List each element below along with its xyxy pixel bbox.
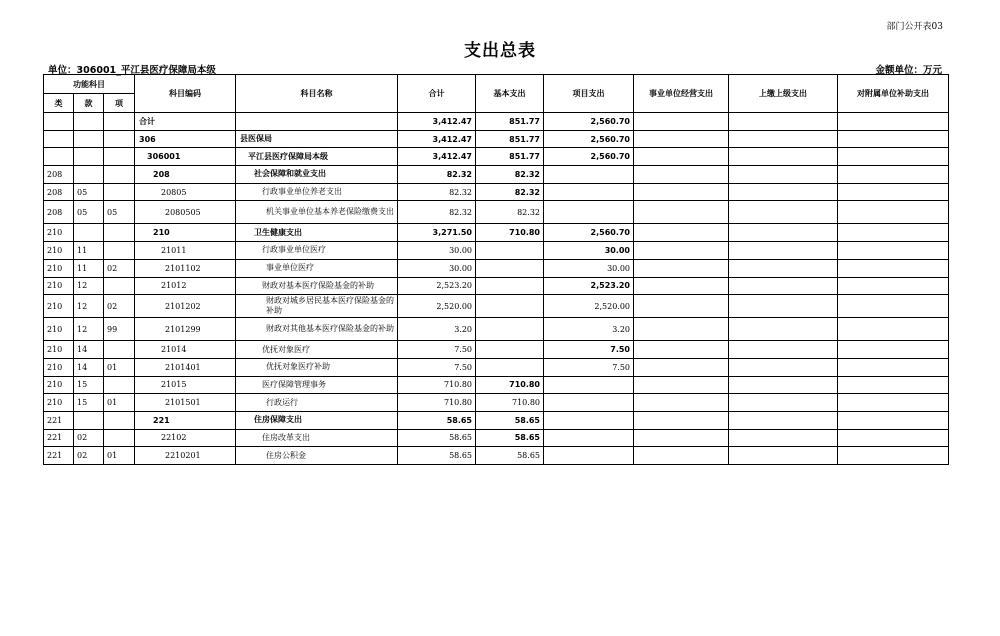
- table-row: [44, 130, 949, 148]
- header-name: 科目名称: [236, 75, 398, 113]
- cell-code: 20805: [135, 183, 236, 201]
- cell-upper: [729, 183, 838, 201]
- cell-project: [544, 429, 634, 447]
- table-row: [44, 148, 949, 166]
- cell-total: 30.00: [398, 242, 476, 260]
- table-row: [44, 166, 949, 184]
- cell-name: 优抚对象医疗补助: [236, 358, 398, 376]
- cell-kuan: 15: [74, 376, 104, 394]
- cell-kuan: 12: [74, 318, 104, 341]
- cell-lei: 221: [44, 447, 74, 465]
- cell-subsidy: [838, 277, 949, 295]
- cell-lei: [44, 113, 74, 131]
- cell-upper: [729, 259, 838, 277]
- cell-business: [634, 318, 729, 341]
- cell-upper: [729, 358, 838, 376]
- cell-business: [634, 130, 729, 148]
- cell-name: 住房保障支出: [236, 411, 398, 429]
- cell-upper: [729, 148, 838, 166]
- cell-upper: [729, 295, 838, 318]
- header-lei: 类: [44, 94, 74, 113]
- cell-total: 3,412.47: [398, 130, 476, 148]
- cell-xiang: [104, 130, 135, 148]
- table-row: [44, 411, 949, 429]
- cell-code: 21014: [135, 341, 236, 359]
- cell-code: 2080505: [135, 201, 236, 224]
- cell-subsidy: [838, 341, 949, 359]
- cell-business: [634, 242, 729, 260]
- cell-code: 21012: [135, 277, 236, 295]
- cell-upper: [729, 277, 838, 295]
- cell-kuan: 12: [74, 277, 104, 295]
- cell-code: 2210201: [135, 447, 236, 465]
- cell-upper: [729, 113, 838, 131]
- cell-kuan: 02: [74, 447, 104, 465]
- cell-xiang: 99: [104, 318, 135, 341]
- table-row: [44, 341, 949, 359]
- cell-basic: [476, 277, 544, 295]
- cell-code: 306: [135, 130, 236, 148]
- cell-kuan: 14: [74, 341, 104, 359]
- cell-kuan: 12: [74, 295, 104, 318]
- cell-subsidy: [838, 201, 949, 224]
- table-row: [44, 277, 949, 295]
- cell-total: 2,520.00: [398, 295, 476, 318]
- cell-xiang: [104, 341, 135, 359]
- cell-name: 卫生健康支出: [236, 224, 398, 242]
- table-row: [44, 113, 949, 131]
- cell-code: 208: [135, 166, 236, 184]
- cell-kuan: 05: [74, 201, 104, 224]
- cell-project: 2,560.70: [544, 113, 634, 131]
- header-project: 项目支出: [544, 75, 634, 113]
- cell-total: 82.32: [398, 201, 476, 224]
- cell-project: [544, 411, 634, 429]
- cell-xiang: 01: [104, 394, 135, 412]
- cell-subsidy: [838, 224, 949, 242]
- cell-xiang: [104, 166, 135, 184]
- table-row: [44, 201, 949, 224]
- cell-business: [634, 166, 729, 184]
- cell-subsidy: [838, 358, 949, 376]
- cell-xiang: 01: [104, 447, 135, 465]
- cell-basic: 851.77: [476, 148, 544, 166]
- cell-subsidy: [838, 376, 949, 394]
- cell-kuan: [74, 166, 104, 184]
- cell-total: 3.20: [398, 318, 476, 341]
- cell-subsidy: [838, 113, 949, 131]
- cell-lei: 210: [44, 242, 74, 260]
- cell-upper: [729, 242, 838, 260]
- cell-basic: 58.65: [476, 411, 544, 429]
- cell-kuan: [74, 411, 104, 429]
- cell-xiang: [104, 242, 135, 260]
- cell-lei: 221: [44, 429, 74, 447]
- cell-business: [634, 148, 729, 166]
- cell-xiang: [104, 376, 135, 394]
- cell-project: [544, 394, 634, 412]
- cell-project: [544, 166, 634, 184]
- cell-lei: 210: [44, 295, 74, 318]
- cell-lei: 210: [44, 394, 74, 412]
- cell-code: 2101102: [135, 259, 236, 277]
- cell-total: 2,523.20: [398, 277, 476, 295]
- cell-project: 2,560.70: [544, 224, 634, 242]
- cell-project: 30.00: [544, 259, 634, 277]
- amount-unit-label: 金额单位：万元: [875, 65, 942, 76]
- cell-kuan: [74, 148, 104, 166]
- cell-subsidy: [838, 166, 949, 184]
- cell-business: [634, 295, 729, 318]
- cell-xiang: 01: [104, 358, 135, 376]
- cell-project: [544, 447, 634, 465]
- cell-name: 平江县医疗保障局本级: [236, 148, 398, 166]
- header-business: 事业单位经营支出: [634, 75, 729, 113]
- cell-lei: 210: [44, 376, 74, 394]
- header-code: 科目编码: [135, 75, 236, 113]
- cell-business: [634, 394, 729, 412]
- cell-total: 710.80: [398, 394, 476, 412]
- cell-project: 2,560.70: [544, 148, 634, 166]
- cell-name: 财政对基本医疗保险基金的补助: [236, 277, 398, 295]
- cell-upper: [729, 394, 838, 412]
- cell-upper: [729, 411, 838, 429]
- cell-basic: [476, 295, 544, 318]
- cell-name: 行政事业单位医疗: [236, 242, 398, 260]
- cell-name: 住房公积金: [236, 447, 398, 465]
- cell-lei: 210: [44, 341, 74, 359]
- cell-kuan: 11: [74, 242, 104, 260]
- header-basic: 基本支出: [476, 75, 544, 113]
- form-number: 部门公开表03: [886, 22, 943, 32]
- cell-lei: 210: [44, 224, 74, 242]
- cell-upper: [729, 224, 838, 242]
- cell-business: [634, 183, 729, 201]
- cell-business: [634, 259, 729, 277]
- cell-basic: 58.65: [476, 429, 544, 447]
- cell-basic: 82.32: [476, 201, 544, 224]
- cell-name: 机关事业单位基本养老保险缴费支出: [236, 201, 398, 224]
- cell-name: 优抚对象医疗: [236, 341, 398, 359]
- cell-lei: 208: [44, 201, 74, 224]
- cell-upper: [729, 447, 838, 465]
- table-row: [44, 394, 949, 412]
- cell-basic: 851.77: [476, 113, 544, 131]
- cell-subsidy: [838, 429, 949, 447]
- cell-kuan: 14: [74, 358, 104, 376]
- cell-code: 210: [135, 224, 236, 242]
- cell-code: 22102: [135, 429, 236, 447]
- cell-code: 2101202: [135, 295, 236, 318]
- cell-kuan: [74, 130, 104, 148]
- cell-code: 21011: [135, 242, 236, 260]
- cell-name: 县医保局: [236, 130, 398, 148]
- cell-total: 3,271.50: [398, 224, 476, 242]
- table-row: [44, 429, 949, 447]
- table-row: [44, 259, 949, 277]
- cell-total: 3,412.47: [398, 148, 476, 166]
- cell-business: [634, 376, 729, 394]
- cell-lei: 210: [44, 318, 74, 341]
- expenditure-table: [43, 74, 949, 465]
- cell-xiang: 02: [104, 295, 135, 318]
- cell-project: 7.50: [544, 358, 634, 376]
- cell-code: 306001: [135, 148, 236, 166]
- page-title: 支出总表: [464, 41, 536, 61]
- cell-xiang: 02: [104, 259, 135, 277]
- header-subsidy: 对附属单位补助支出: [838, 75, 949, 113]
- cell-kuan: 02: [74, 429, 104, 447]
- cell-basic: 710.80: [476, 224, 544, 242]
- cell-business: [634, 411, 729, 429]
- cell-name: 财政对其他基本医疗保险基金的补助: [236, 318, 398, 341]
- table-row: [44, 242, 949, 260]
- cell-subsidy: [838, 394, 949, 412]
- cell-upper: [729, 341, 838, 359]
- cell-subsidy: [838, 318, 949, 341]
- cell-upper: [729, 376, 838, 394]
- cell-upper: [729, 201, 838, 224]
- table-body: [44, 113, 949, 465]
- cell-xiang: [104, 277, 135, 295]
- unit-label: 单位：306001_平江县医疗保障局本级: [48, 65, 216, 76]
- cell-code: 2101401: [135, 358, 236, 376]
- cell-project: 2,560.70: [544, 130, 634, 148]
- cell-name: 行政运行: [236, 394, 398, 412]
- table-row: [44, 295, 949, 318]
- cell-subsidy: [838, 295, 949, 318]
- cell-business: [634, 341, 729, 359]
- cell-upper: [729, 130, 838, 148]
- cell-total: 7.50: [398, 358, 476, 376]
- cell-business: [634, 224, 729, 242]
- cell-project: [544, 201, 634, 224]
- table-row: [44, 447, 949, 465]
- table-row: [44, 318, 949, 341]
- cell-lei: [44, 148, 74, 166]
- cell-kuan: 15: [74, 394, 104, 412]
- cell-project: [544, 183, 634, 201]
- cell-lei: [44, 130, 74, 148]
- cell-kuan: [74, 113, 104, 131]
- cell-lei: 208: [44, 166, 74, 184]
- cell-business: [634, 429, 729, 447]
- cell-project: 3.20: [544, 318, 634, 341]
- table-row: [44, 358, 949, 376]
- cell-code: 2101501: [135, 394, 236, 412]
- cell-lei: 221: [44, 411, 74, 429]
- cell-kuan: 11: [74, 259, 104, 277]
- cell-total: 3,412.47: [398, 113, 476, 131]
- cell-name: 财政对城乡居民基本医疗保险基金的补助: [236, 295, 398, 318]
- cell-total: 82.32: [398, 166, 476, 184]
- table-row: [44, 183, 949, 201]
- cell-business: [634, 201, 729, 224]
- cell-total: 82.32: [398, 183, 476, 201]
- cell-subsidy: [838, 130, 949, 148]
- cell-project: 7.50: [544, 341, 634, 359]
- cell-xiang: 05: [104, 201, 135, 224]
- cell-upper: [729, 318, 838, 341]
- cell-basic: [476, 358, 544, 376]
- cell-subsidy: [838, 148, 949, 166]
- cell-basic: 58.65: [476, 447, 544, 465]
- cell-basic: [476, 259, 544, 277]
- cell-total: 710.80: [398, 376, 476, 394]
- cell-project: 30.00: [544, 242, 634, 260]
- cell-name: 社会保障和就业支出: [236, 166, 398, 184]
- cell-project: 2,520.00: [544, 295, 634, 318]
- table-row: [44, 224, 949, 242]
- cell-name: 事业单位医疗: [236, 259, 398, 277]
- cell-name: 医疗保障管理事务: [236, 376, 398, 394]
- cell-business: [634, 277, 729, 295]
- cell-xiang: [104, 224, 135, 242]
- cell-subsidy: [838, 411, 949, 429]
- cell-lei: 208: [44, 183, 74, 201]
- cell-xiang: [104, 429, 135, 447]
- header-upper: 上缴上级支出: [729, 75, 838, 113]
- cell-kuan: [74, 224, 104, 242]
- cell-project: 2,523.20: [544, 277, 634, 295]
- cell-total: 58.65: [398, 429, 476, 447]
- cell-lei: 210: [44, 259, 74, 277]
- cell-xiang: [104, 411, 135, 429]
- cell-subsidy: [838, 242, 949, 260]
- cell-project: [544, 376, 634, 394]
- cell-subsidy: [838, 447, 949, 465]
- cell-name: 住房改革支出: [236, 429, 398, 447]
- cell-subsidy: [838, 183, 949, 201]
- cell-lei: 210: [44, 358, 74, 376]
- cell-upper: [729, 166, 838, 184]
- header-xiang: 项: [104, 94, 135, 113]
- cell-basic: [476, 341, 544, 359]
- header-total: 合计: [398, 75, 476, 113]
- cell-basic: 851.77: [476, 130, 544, 148]
- cell-basic: 82.32: [476, 166, 544, 184]
- cell-upper: [729, 429, 838, 447]
- cell-basic: 710.80: [476, 376, 544, 394]
- cell-lei: 210: [44, 277, 74, 295]
- cell-basic: [476, 242, 544, 260]
- header-kuan: 款: [74, 94, 104, 113]
- header-func-group: 功能科目: [44, 75, 135, 94]
- cell-kuan: 05: [74, 183, 104, 201]
- cell-code: 合计: [135, 113, 236, 131]
- cell-xiang: [104, 183, 135, 201]
- cell-name: [236, 113, 398, 131]
- cell-xiang: [104, 113, 135, 131]
- cell-basic: 710.80: [476, 394, 544, 412]
- cell-total: 30.00: [398, 259, 476, 277]
- table-row: [44, 376, 949, 394]
- cell-total: 7.50: [398, 341, 476, 359]
- cell-business: [634, 113, 729, 131]
- cell-code: 2101299: [135, 318, 236, 341]
- cell-business: [634, 358, 729, 376]
- cell-business: [634, 447, 729, 465]
- cell-basic: [476, 318, 544, 341]
- cell-name: 行政事业单位养老支出: [236, 183, 398, 201]
- cell-total: 58.65: [398, 447, 476, 465]
- cell-xiang: [104, 148, 135, 166]
- cell-total: 58.65: [398, 411, 476, 429]
- cell-subsidy: [838, 259, 949, 277]
- cell-code: 21015: [135, 376, 236, 394]
- cell-code: 221: [135, 411, 236, 429]
- cell-basic: 82.32: [476, 183, 544, 201]
